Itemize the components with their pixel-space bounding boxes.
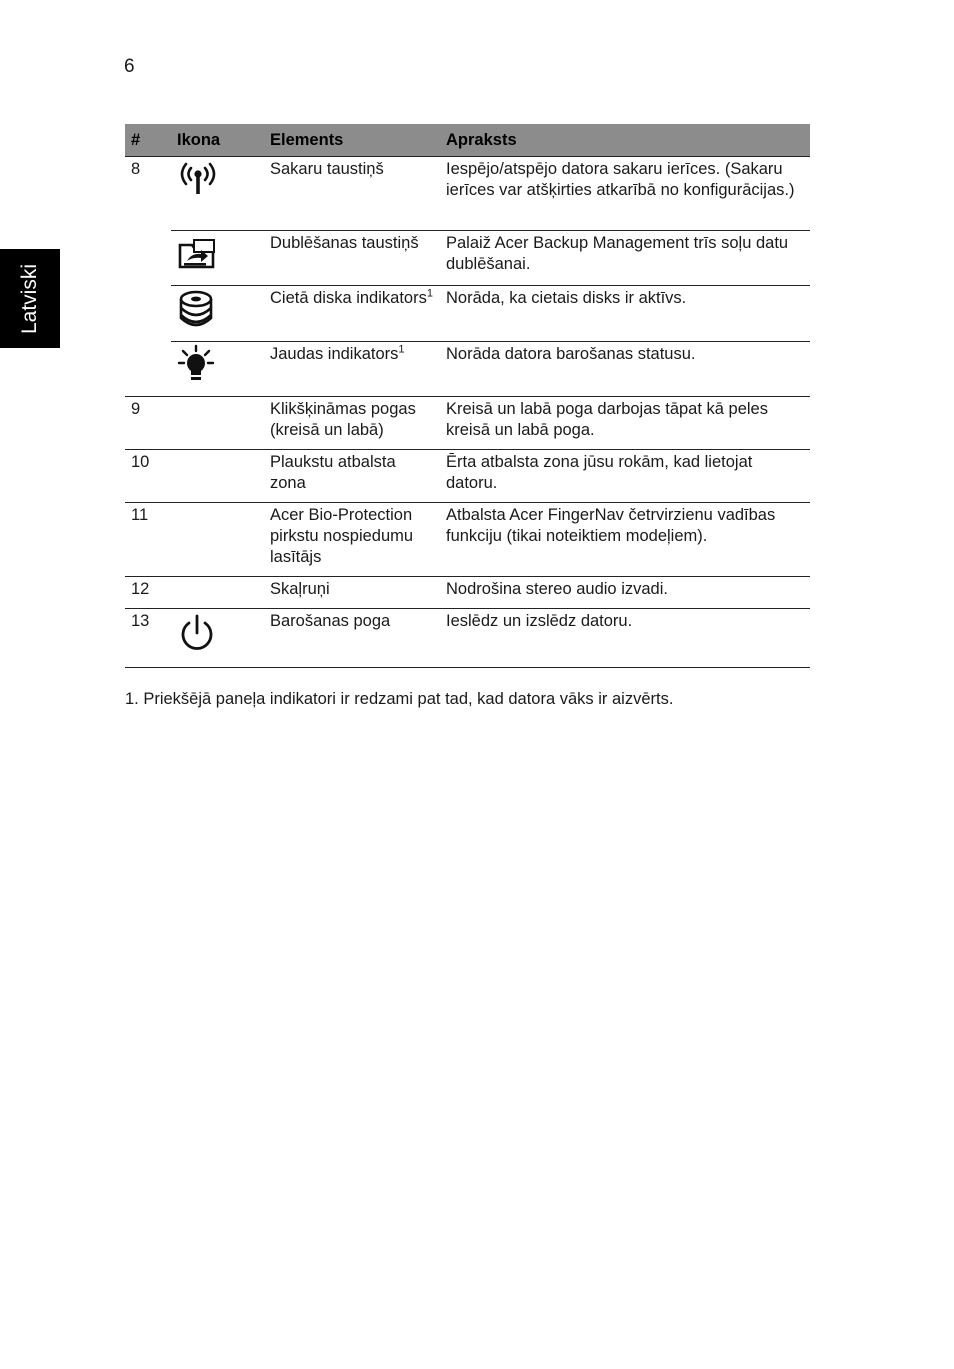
row-num: 12 [125,577,171,609]
language-side-tab [0,249,60,348]
row-description: Ērta atbalsta zona jūsu rokām, kad lietojat datoru. [440,450,810,503]
row-num: 10 [125,450,171,503]
header-element: Elements [264,124,440,157]
table-row [125,450,810,503]
row-element: Plaukstu atbalsta zona [264,450,440,503]
row-element: Cietā diska indikators [270,289,427,307]
row-num: 11 [125,503,171,577]
row-description: Iespējo/atspējo datora sakaru ierīces. (Sakaru ierīces var atšķirties atkarībā no konfigurācijas.) [440,157,810,231]
table-row [125,342,810,397]
row-description: Palaiž Acer Backup Management trīs soļu datu dublēšanai. [440,231,810,286]
page-number: 6 [124,56,135,77]
row-description: Norāda datora barošanas statusu. [440,342,810,397]
row-element: Barošanas poga [264,609,440,668]
footnote: 1. Priekšējā paneļa indikatori ir redzami pat tad, kad datora vāks ir aizvērts. [125,690,674,708]
row-num: 13 [125,609,171,668]
row-num: 8 [125,157,171,397]
components-table [125,124,810,668]
row-description: Atbalsta Acer FingerNav četrvirzienu vadības funkciju (tikai noteiktiem modeļiem). [440,503,810,577]
table-row [125,286,810,342]
table-row [125,157,810,231]
header-icon: Ikona [171,124,264,157]
row-element: Skaļruņi [264,577,440,609]
row-description: Kreisā un labā poga darbojas tāpat kā peles kreisā un labā poga. [440,397,810,450]
table-row [125,577,810,609]
table-row [125,397,810,450]
language-label: Latviski [18,263,41,334]
row-element: Dublēšanas taustiņš [264,231,440,286]
wireless-antenna-icon [177,159,258,201]
row-element: Jaudas indikators [270,345,399,363]
backup-icon [177,233,258,273]
header-num: # [125,124,171,157]
footnote-ref: 1 [398,343,405,356]
hard-disk-icon [177,288,258,330]
footnote-ref: 1 [426,287,433,300]
table-row [125,231,810,286]
table-row [125,503,810,577]
row-element: Sakaru taustiņš [264,157,440,231]
power-indicator-bulb-icon [177,344,258,386]
row-element: Klikšķināmas pogas (kreisā un labā) [264,397,440,450]
row-description: Ieslēdz un izslēdz datoru. [440,609,810,668]
table-row [125,609,810,668]
row-num: 9 [125,397,171,450]
row-description: Nodrošina stereo audio izvadi. [440,577,810,609]
row-description: Norāda, ka cietais disks ir aktīvs. [440,286,810,342]
table-header-row [125,124,810,157]
row-element: Acer Bio-Protection pirkstu nospiedumu lasītājs [264,503,440,577]
power-button-icon [177,611,258,655]
header-description: Apraksts [440,124,810,157]
